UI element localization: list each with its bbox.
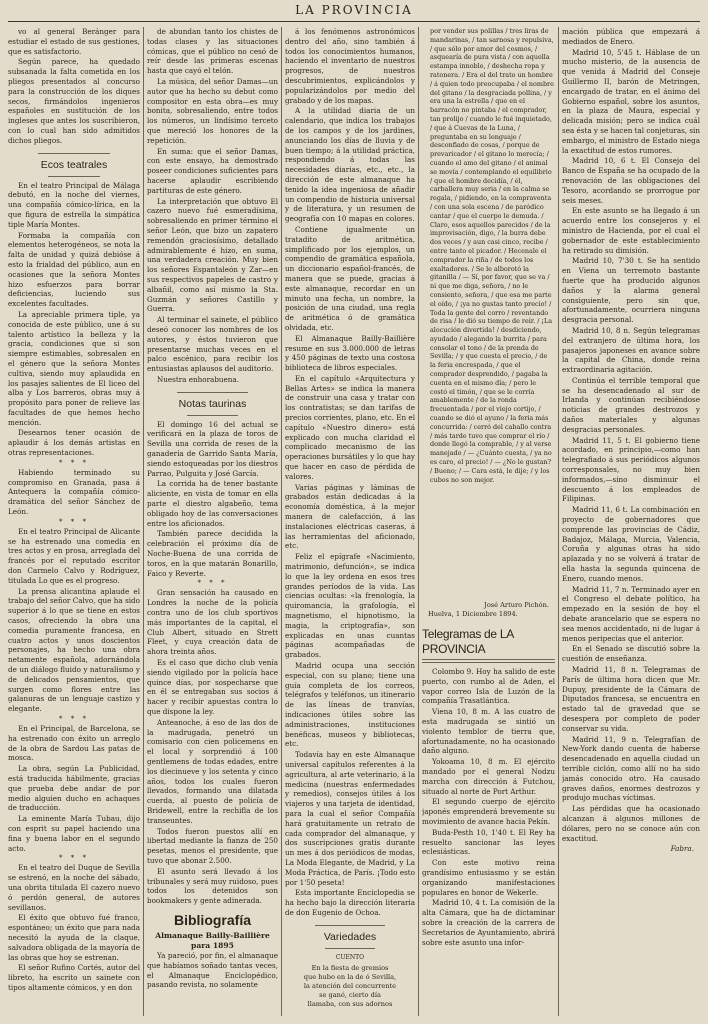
paragraph: Es el caso que dicho club venía siendo vigilado por la policía hace quince días, por sospecharse que en él se entregaban sus socios á hacer y recibir apuestas contra lo que dispone la ley.: [147, 658, 278, 716]
paragraph: En suma: que el señor Damas, con este ensayo, ha demostrado poseer condiciones suficientes para hacerse aplaudir escribiendo partituras de este género.: [147, 146, 278, 195]
paragraph: Contiene igualmente un tratadito de aritmética, simplificado por los ejemplos, un compendio de gramática española, un diccionario español-francés, de manera que se puede, gracias á este almanaque, recordar en un minuto una fecha, un nombre, la posición de una ciudad, una regla de aritmética ó de gramática olvidada, etc.: [285, 224, 415, 332]
column-3: [285, 27, 415, 1020]
column-rule: [558, 27, 559, 1016]
verse-line: llamaba, con sus adornos: [307, 999, 393, 1008]
poem-place-date: Huelva, 1 Diciembre 1894.: [428, 610, 518, 618]
paragraph: Gran sensación ha causado en Londres la noche de la policía contra uno de los club sportivos más importantes de la capital, el Club Albert, situado en Strett Fleet, y cuya creación data de ahora treinta años.: [147, 588, 278, 657]
paragraph: En el teatro Principal de Alicante se ha estrenado una comedia en tres actos y en prosa, arreglada del francés por el reputado escritor don Carmelo Calvo y Rodríguez, titulada Lo que es el progreso.: [8, 526, 140, 585]
column-4: [422, 27, 555, 1020]
paragraph: En el teatro del Duque de Sevilla se estrenó, en la noche del sábado, una obrita titulada El cazero nuevo ó perdón general, de autores sevillanos.: [8, 863, 140, 912]
paragraph: Nuestra enhorabuena.: [157, 374, 239, 384]
subheading: para 1895: [191, 940, 234, 950]
paragraph: Habiendo terminado su compromiso en Granada, pasa á Antequera la compañía cómico-dramática del señor Sánchez de León.: [8, 467, 140, 517]
paragraph: El Almanaque Bailly-Baillière resume en sus 3.000.000 de letras y 450 páginas de texto una costosa biblioteca de libros especiales.: [285, 333, 415, 373]
paragraph: Formaba la compañía con elementos heterogéneos, se nota la falta de unidad y quizá debióse á esto la frialdad del público, aun en ocasiones que la señora Montes hizo esfuerzos para borrar deficiencias, luciendo sus excelentes facultades.: [8, 230, 140, 309]
poem: por vender sus polillas / tres liras de mandarinas, / tan sarnosa y repulsiva, / que sólo por amor del cosmos, / asquearía de pura vista / con aquella estampa innoble, / deshecha ropa y ratonera. / Era el del trato un hombre / á quien todo preocupaba / el nombre del gitano / la desgraciada pollina, / y era una la estrella / que en el barracón no pintaba / el comprador, tan prolijo / cuando le fué inquietado, / que á Cuevas de la Luna, / preguntaba en su lenguaje / desconfiado de cosas, / porque de prevaricador / el gitano lo merecía; / cuando el amo del gitano / el animal se movía / contemplando el equilibrio / que el hombre decidía, / él, carballera muy seria / en la calma se regala, / pidiendo, en la compraventa / con una sola escena / de paródico cantar / que el cuerpo le demuda. / Claro, esos aquellos parecidos / de la improvisación, digo, / la burra debe dos veces / y aun casi cinco, recibe / entre tanto el picador. / Hecenale el comprador la riña / de todos los exaltadores. / Se le alborotó la gitanilla / — Sí, por favor, que se va / ni que me diga, señora, / no le consiento, señora, / que esa me parte el oído, / ¡ya no gustas tanto precio! / Toda la gente del corro / reventando de risa / le dió su tiempo de reír. / ¡La alocución divertida! / desdiciendo, ayudado / alegando la burrita / para consolar el tono / de la prenda de Sevilla; / y que cuesta el precio, / de la feria encrespada, / que el comprador desprendido, / pagaba la cuenta en el mismo día; / pero le costó el timón, / que se le corría amablemente / de la ronda frecuentada / por el viejo cortijo, / cuando se dió el ayuno / la feria más concurrida: / cerró del caballo contra / más tarde tuvo que comprar el río / donde llegó la comprable, / y al verse manejado / — ¿Cuánto cuesta, / ya no es caro, el precio! / — ¿No le gustan? / Bueno; / — Cara está, le dije; / y los cubos no son mejor.: [430, 27, 554, 484]
column-5: [562, 27, 700, 1020]
separator-stars: * * *: [59, 517, 89, 526]
paragraph: En el capítulo «Arquitectura y Bellas Artes» se indica la manera de construir una casa y tratar con los contratistas; se dan tarifas de precios corrientes, plano, etc. En el capítulo «Nuestro dinero» está explicado con mucha claridad el complicado mecanismo de las operaciones bursátiles y lo que hay que hacer en caso de pérdida de valores.: [285, 373, 415, 481]
paragraph: En el Principal, de Barcelona, se ha estrenado con éxito un arreglo de la obra de Sardou Las patas de mosca.: [8, 724, 140, 763]
paragraph: También parece decidida la celebración el próximo día de Noche-Buena de una corrida de toros, en la que matarán Bonarillo, Faico y Reverte.: [147, 529, 278, 578]
paragraph: Madrid ocupa una sección especial, con su plano; tiene una guía completa de los correos, telégrafos y teléfonos, un itinerario de las líneas de tranvías, indicaciones útiles sobre las administraciones, instituciones benéficas, museos y bibliotecas, etc.: [285, 661, 415, 749]
paragraph: Esta importante Enciclopedia se ha hecho bajo la dirección literaria de don Eugenio de Ochoa.: [285, 888, 415, 917]
paragraph: Desearnos tener ocasión de aplaudir á los demás artistas en otras representaciones.: [8, 428, 140, 458]
telegram: mación pública que empezará á mediados de Enero.: [562, 27, 700, 46]
paragraph: á los fenómenos astronómicos dentro del año, sino también á todos los conocimientos humanos, haciendo el inventario de nuestros progresos, de nuestros descubrimientos, explicándolos y popularizándolos por medio del grabado y de los mapas.: [285, 27, 415, 105]
masthead-rule: [8, 21, 700, 22]
section-heading: Notas taurinas: [147, 392, 278, 416]
verse-line: que hubo en la de ó Sevilla,: [303, 972, 397, 981]
telegram: Madrid 10, 6 t. El Consejo del Banco de España se ha ocupado de la renovación de las obligaciones del Tesoro, acordando se prorrogue por seis meses.: [562, 156, 700, 205]
paragraph: La eminente María Tubau, dijo con esprit su papel haciendo una fina y buena labor en el segundo acto.: [8, 814, 140, 853]
separator-stars: * * *: [59, 715, 89, 723]
telegram: Madrid 10, 4 t. La comisión de la alta Cámara, que ha de dictaminar sobre la creación de la carrera de Secretarios de Ayuntamiento, abrirá sobre este asunto una infor-: [422, 898, 555, 947]
section-heading: Ecos teatrales: [8, 153, 140, 177]
verse-line: la atención del concurrente: [303, 981, 397, 990]
subheading: CUENTO: [335, 953, 365, 961]
masthead: LA PROVINCIA: [295, 3, 413, 17]
paragraph: La interpretación que obtuvo El cazero nuevo fué esmeradísima, sobresaliendo en primer término el señor León, que bizo un zapatero remendón graciosísimo, detallado admirablemente é hizo, en suma, una verdadera creación. Muy bien los señores Espantaleón y Zar—en sus respectivos papeles de castro y albañil, como así mismo la Sta. Guzmán y señores Castillo y Guerra.: [147, 196, 278, 314]
paragraph: Al terminar el sainete, el público deseó conocer los nombres de los autores, y éstos tuvieron que presentarse muchas veces en el palco escénico, para recibir los entusiastas aplausos del auditorio.: [147, 315, 278, 374]
paragraph: Todos fueron puestos allí en libertad mediante la fianza de 250 pesetas, menos el presidente, que tuvo que abonar 2.500.: [147, 826, 278, 865]
paragraph: A la utilidad diaria de un calendario, que indica los trabajos de los campos y de los jardines, anunciando los días de lluvia y de buen tiempo; á la utilidad práctica, respondiendo á todas las necesidades diarias, etc., etc., la dirección de este almanaque ha tenido la idea ingeniosa de añadir un compendio de historia universal y de literatura, y un resumen de geografía con 10 mapas en colores.: [285, 106, 415, 224]
paragraph: La prensa alicantina aplaude el trabajo del señor Calvo, que ha sido superior á lo que se tiene en estos casos, ofreciendo la obra una comedia puramente francesa, en cuatro actos y unos doscientos personajes, ha hecho una obra netamente española, adornándola de un diálogo fluido y naturalismo y de delicados pensamientos, que surgen como flores entre las galanuras de un lenguaje castizo y elegante.: [8, 586, 140, 714]
paragraph: Feliz el epígrafe «Nacimiento, matrimonio, defunción», se indica lo que la ley ordena en esos tres grandes períodos de la vida. Las ciencias ocultas: «la frenología, la quiromancia, la grafología, el magnetismo, el hipnotismo, la magia, la criptografía», son explicadas en unas cuantas páginas acompañadas de grabados.: [285, 552, 415, 660]
telegram: Continúa el terrible temporal que se ha desencadenado al sur de Irlanda y continúan recibiéndose noticias de grandes destrozos y daños materiales y algunas desgracias personales.: [562, 375, 700, 434]
column-2: [147, 27, 278, 1020]
paragraph: La música, del señor Damas—un autor que ha hecho su debut como compositor en esta obra—es muy bonita, sobresaliendo, entre todos los números, un lindísimo terceto que mereció los honores de la repetición.: [147, 76, 278, 145]
telegram: Madrid 11, 7 n. Terminado ayer en el Congreso el debate político, ha empezado en la sesión de hoy el debate arancelario que se espera no sea menos accidentado, ni de lugar á menos peripecias que el anterior.: [562, 584, 700, 643]
telegram: Madrid 10, 7'30 t. Se ha sentido en Viena un terremoto bastante fuerte que ha producido algunos daños y la alarma general consiguiente, pero sin que, afortunadamente, ocurriera ninguna desgracia personal.: [562, 256, 700, 325]
section-heading-telegramas: Telegramas de LA PROVINCIA: [422, 627, 555, 663]
paragraph: Todavía hay en este Almanaque universal capítulos referentes á la agricultura, al arte veterinario, á la medicina (nuestras enfermedades y remedios), consejos útiles á los viajeros y una tarjeta de identidad, para la cual el señor Compañía hará gratuitamente un retrato de cada comprador del almanaque, y dos suscripciones gratis durante un mes á dos periódicos de modas, La Moda Elegante, de Madrid, y La Moda Práctica, de París. ¡Todo esto por 1'50 peseta!: [285, 750, 415, 887]
paragraph: La apreciable primera tiple, ya conocida de este público, une á su talento artístico la belleza y la gracia, condiciones que si son siempre estimables, sobresalen en el género que la señora Montes cultiva, siendo muy aplaudida en los pasajes salientes de El liceo del alba y Los barreros, obras muy á propósito para poner de relieve las facultades de que hemos hecho mención.: [8, 309, 140, 427]
verse-line: se ganó, cierto día: [319, 990, 381, 999]
verse-line: En la fiesta de gremios: [311, 963, 389, 972]
telegram: Viena 10, 8 m. A las cuatro de esta madrugada se sintió un violento temblor de tierra que, afortunadamente, no ha ocasionado daño alguno.: [422, 707, 555, 756]
telegram: Yokoama 10, 8 m. El ejército mandado por el general Nodzu marcha con dirección á Futchou, situado al norte de Port Arthur.: [422, 757, 555, 796]
telegram: El segundo cuerpo de ejército japonés emprenderá brevemente su movimiento de avance hacia Pekín.: [422, 797, 555, 826]
separator-stars: * * *: [59, 458, 89, 467]
telegram: En el Senado se discutió sobre la cuestión de enseñanza.: [562, 644, 700, 664]
subheading: Almanaque Bailly-Baillière: [155, 930, 270, 940]
paragraph: La corrida ha de tener bastante aliciente, en vista de tomar en ella parte el diestro algabeño, tema obligado hoy de las conversaciones entre los aficionados.: [147, 479, 278, 528]
paragraph: El asunto será llevado á los tribunales y será muy ruidoso, pues todos los detenidos son bookmakers y gente adinerada.: [147, 866, 278, 906]
telegram: Colombo 9. Hoy ha salido de este puerto, con rumbo al de Aden, el vapor correo Isla de Luzón de la compañía Trasatlántica.: [422, 667, 555, 706]
paragraph: vo al general Beránger para estudiar el estado de sus gestiones, que es satisfactorio.: [8, 27, 140, 56]
separator-stars: * * *: [197, 579, 228, 588]
paragraph: Ya pareció, por fin, el almanaque que habíamos soñado tantas veces, el Almanaque Enciclopédico, pasando revista, no solamente: [147, 950, 278, 990]
telegram: Madrid 11, 6 t. La combinación en proyecto de gobernadores que comprende las provincias de Cádiz, Badajoz, Málaga, Murcia, Valencia, Coruña y algunas otras ha sido aplazada y no se volverá á tratar de ella hasta la segunda quincena de Enero, cuando menos.: [562, 505, 700, 583]
column-rule: [281, 27, 282, 1016]
paragraph: La obra, según La Publicidad, está traducida hábilmente, gracias que prueba debe andar de por medio alguien ducho en achaques de traducción.: [8, 764, 140, 813]
poem-signature: José Arturo Pichón.: [484, 601, 549, 609]
telegram: En este asunto se ha llegado á un acuerdo entre los consejeros y el ministro de Hacienda, por el cual el gobernador de este establecimiento ha retirado su dimisión.: [562, 206, 700, 255]
paragraph: El domingo 16 del actual se verificará en la plaza de toros de Sevilla una corrida de reses de la ganadería de Garrido Santa María, siendo estoqueadas por los diestros Parrao, Pulguita y José García.: [147, 419, 278, 478]
telegram: Madrid 11, 5 t. El gobierno tiene acordado, en principio,—como han telegrafiado á sus periódicos algunos corresponsales, no muy bien informados,—sino disminuir el descuento á los empleados de Filipinas.: [562, 435, 700, 504]
telegram: Madrid 11, 9 n. Telegrafían de New-York dando cuenta de haberse desencadenado en aquella ciudad un terrible ciclón, como allí no ha sido jamás conocido otro. Ha causado graves daños, enormes destrozos y produjo muchas víctimas.: [562, 734, 700, 803]
telegram: Con este motivo reina grandísimo entusiasmo y se están organizando manifestaciones populares en honor de Wekerle.: [422, 858, 555, 897]
telegram: Madrid 10, 5'45 t. Háblase de un mucho misterio, de la ausencia de que venida á Madrid del Conseje Guillermo II, barón de Metringen, encargado de tratar, en el ánimo del Gobierno español, sobre los asuntos, en la plaza de Maura, especial y delicada misión; pero se indica cuál sea ésta y se hacen tal conjeturas, sin embargo, el ministro de Estado niega la exactitud de estos rumores.: [562, 47, 700, 155]
paragraph: Varias páginas y láminas de grabados están dedicadas á la economía doméstica, á la mejor manera de calefacción, á las instalaciones eléctricas caseras, á las herramientas del aficionado, etc.: [285, 482, 415, 551]
telegram: Madrid 10, 8 n. Según telegramas del extranjero de última hora, los pasajeros japoneses en avance sobre la capital de China, donde reina extraordinaria agitación.: [562, 325, 700, 375]
column-rule: [143, 27, 144, 1016]
telegram: Buda-Pesth 10, 1'40 t. El Rey ha resuelto sancionar las leyes eclesiásticas.: [422, 827, 555, 857]
paragraph: Anteanoche, á eso de las dos de la madrugada, penetró un comisario con cien policemens en el local y sorprendió á 100 gentlemens de todas edades, entre los diecinueve y los setenta y cinco años, todos los cuales fueron llevados, formando una dilatada cuerda, al puesto de policía de Bridewell, entre la rechifla de los transeuntes.: [147, 717, 278, 825]
paragraph: El señor Rufino Cortés, autor del libreto, ha escrito un sainete con tipos altamente cómicos, y en don: [8, 963, 140, 992]
telegram: Las pérdidas que ha ocasionado alcanzan á algunos millones de dólares, pero no se conoce aún con exactitud.: [562, 804, 700, 843]
paragraph: de abundan tanto los chistes de todas clases y las situaciones cómicas, que el público no cesó de reír desde las primeras escenas hasta que cayó el telón.: [147, 27, 278, 76]
column-rule: [418, 27, 419, 1016]
cuento-verse: [285, 964, 415, 1009]
separator-stars: * * *: [59, 854, 89, 863]
section-heading-variedades: Variedades: [285, 925, 415, 949]
section-heading-bibliografia: Bibliografía: [173, 911, 251, 928]
column-1: [8, 27, 140, 1020]
telegram-signature: Fabra.: [670, 844, 694, 854]
paragraph: En el teatro Principal de Málaga debutó, en la noche del viernes, una compañía cómico-lírica, en la que figura de estrella la simpática tiple María Montes.: [8, 180, 140, 229]
telegram: Madrid 11, 8 n. Telegramas de París de última hora dicen que Mr. Dupuy, presidente de la Cámara de Diputados francesa, se encuentra en estado tal de gravedad que se desespera por completo de poder conservar su vida.: [562, 665, 700, 733]
paragraph: Según parece, ha quedado subsanada la falta cometida en los pliegos presentados al concurso para la construcción de los diques secos, firmándolos ingenieros españoles en sustitución de los ingleses que antes los suscribieron, con lo cual han sido admitidos dichos pliegos.: [8, 57, 140, 145]
paragraph: El éxito que obtuvo fué franco, espontáneo; un éxito que para nada necesitó la ayuda de la claque, salvadora obligada de la mayoría de las obras que hoy se estrenan.: [8, 913, 140, 962]
